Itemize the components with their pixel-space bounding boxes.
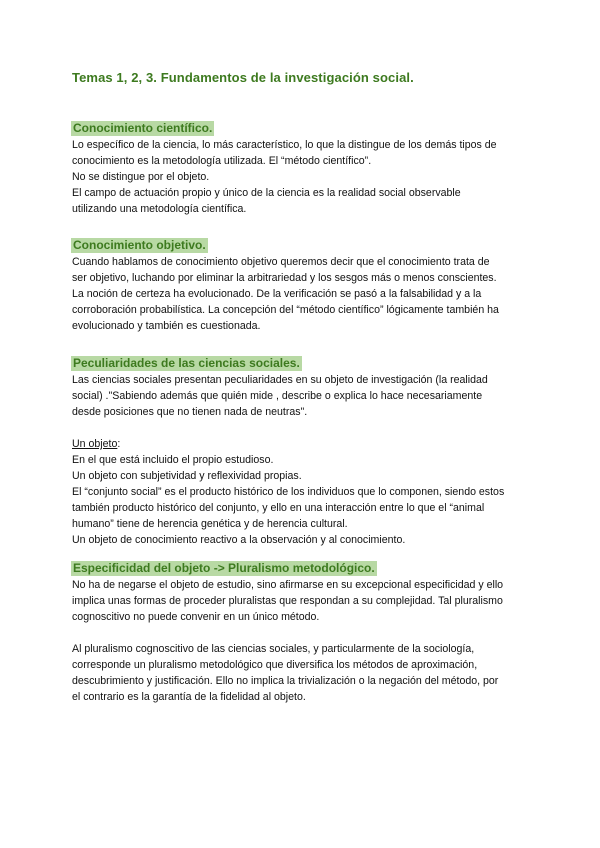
section-conocimiento-cientifico [72, 119, 542, 217]
paragraph-line: implica unas formas de proceder pluralistas que respondan a su complejidad. Tal pluralismo [72, 595, 503, 607]
paragraph-line: conocimiento es la metodología utilizada. El “método científico”. [72, 155, 372, 167]
paragraph-line: cognoscitivo no puede convenir en un único método. [72, 611, 320, 623]
document-title: Temas 1, 2, 3. Fundamentos de la investigación social. [72, 70, 414, 85]
spacer [72, 420, 542, 436]
paragraph-line: Las ciencias sociales presentan peculiaridades en su objeto de investigación (la realidad [72, 374, 488, 386]
paragraph-line: No se distingue por el objeto. [72, 171, 210, 183]
section-heading: Peculiaridades de las ciencias sociales. [73, 356, 300, 370]
section-conocimiento-objetivo [72, 236, 542, 334]
paragraph-line: La noción de certeza ha evolucionado. De la verificación se pasó a la falsabilidad y a la [72, 288, 482, 300]
paragraph-line: desde posiciones que no tienen nada de neutras". [72, 406, 308, 418]
paragraph-line: Cuando hablamos de conocimiento objetivo queremos decir que el conocimiento trata de [72, 256, 490, 268]
paragraph-line: Lo específico de la ciencia, lo más característico, lo que la distingue de los demás tipos de [72, 139, 497, 151]
section-peculiaridades [72, 354, 542, 548]
subheading-suffix: : [117, 438, 121, 450]
paragraph-line: descubrimiento y justificación. Ello no implica la trivialización o la negación del método, por [72, 675, 499, 687]
paragraph-line: también producto histórico del conjunto, y ello en una interacción entre lo que el “animal [72, 502, 485, 514]
section-heading: Conocimiento científico. [73, 121, 213, 135]
paragraph-line: El campo de actuación propio y único de la ciencia es la realidad social observable [72, 187, 461, 199]
section-especificidad-objeto [72, 559, 542, 705]
paragraph-line: el contrario es la garantía de la fidelidad al objeto. [72, 691, 306, 703]
subheading: Un objeto [72, 438, 118, 450]
spacer [72, 625, 542, 641]
section-heading: Especificidad del objeto -> Pluralismo metodológico. [73, 561, 375, 575]
paragraph-line: social) ."Sabiendo además que quién mide , describe o explica lo hace necesariamente [72, 390, 483, 402]
paragraph-line: humano” tiene de herencia genética y de herencia cultural. [72, 518, 348, 530]
paragraph-line: evolucionado y también es cuestionada. [72, 320, 261, 332]
paragraph-line: El “conjunto social” es el producto histórico de los individuos que lo componen, siendo estos [72, 486, 505, 498]
paragraph-line: corroboración probabilística. La concepción del “método científico” lógicamente también ha [72, 304, 499, 316]
paragraph-line: corresponde un pluralismo metodológico que diversifica los métodos de aproximación, [72, 659, 478, 671]
paragraph-line: ser objetivo, luchando por eliminar la arbitrariedad y los sesgos más o menos conscientes. [72, 272, 497, 284]
subheading-line [72, 436, 542, 452]
paragraph-line: En el que está incluido el propio estudioso. [72, 454, 274, 466]
paragraph-line: No ha de negarse el objeto de estudio, sino afirmarse en su excepcional especificidad y ello [72, 579, 504, 591]
paragraph-line: utilizando una metodología científica. [72, 203, 247, 215]
paragraph-line: Un objeto de conocimiento reactivo a la observación y al conocimiento. [72, 534, 406, 546]
section-heading: Conocimiento objetivo. [73, 238, 206, 252]
paragraph-line: Al pluralismo cognoscitivo de las ciencias sociales, y particularmente de la sociología, [72, 643, 475, 655]
paragraph-line: Un objeto con subjetividad y reflexividad propias. [72, 470, 302, 482]
